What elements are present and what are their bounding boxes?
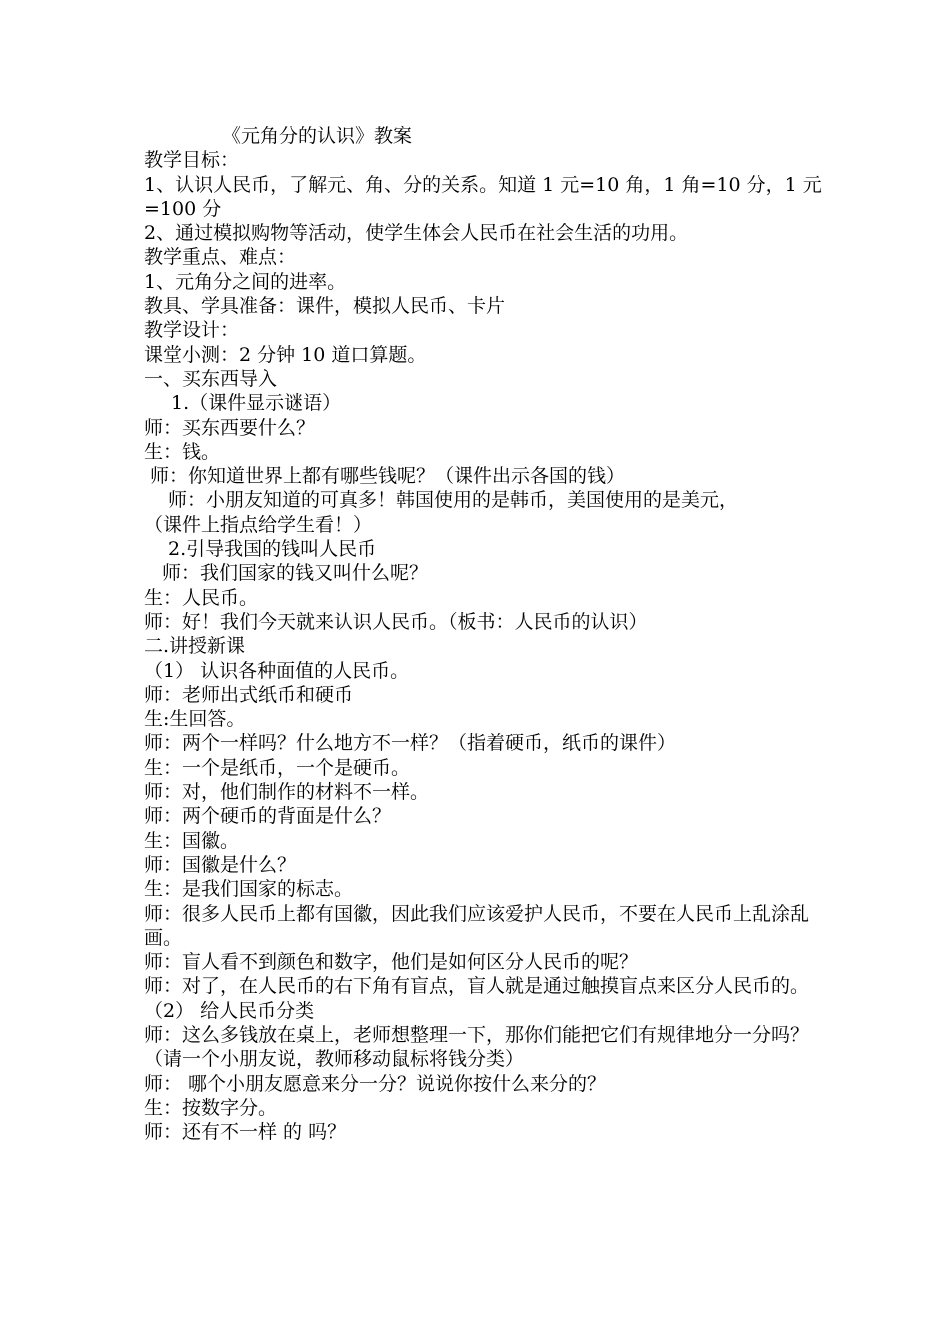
text-line: （请一个小朋友说，教师移动鼠标将钱分类） bbox=[144, 1048, 525, 1071]
text-line: 生:生回答。 bbox=[144, 708, 246, 731]
text-line: 师：还有不一样 的 吗？ bbox=[144, 1121, 347, 1144]
text-line: 教学重点、难点： bbox=[144, 246, 297, 269]
section-heading: 一、买东西导入 bbox=[144, 367, 278, 390]
text-line: （1） 认识各种面值的人民币。 bbox=[144, 659, 410, 682]
text-line: 师：老师出式纸币和硬币 bbox=[144, 683, 354, 706]
text-line: （课件上指点给学生看！） bbox=[144, 513, 373, 536]
text-line: 教学设计： bbox=[144, 319, 240, 342]
text-line: 生：人民币。 bbox=[144, 586, 259, 609]
text-line: 师：盲人看不到颜色和数字，他们是如何区分人民币的呢？ bbox=[144, 951, 639, 974]
text-line: 生：钱。 bbox=[144, 440, 221, 463]
text-line: 师：小朋友知道的可真多！韩国使用的是韩币，美国使用的是美元， bbox=[168, 489, 739, 512]
text-line: 师：这么多钱放在桌上，老师想整理一下，那你们能把它们有规律地分一分吗？ bbox=[144, 1023, 810, 1046]
text-line: 师：你知道世界上都有哪些钱呢？（课件出示各国的钱） bbox=[150, 465, 626, 488]
text-line: 师：国徽是什么？ bbox=[144, 853, 297, 876]
document-title: 《元角分的认识》教案 bbox=[222, 125, 413, 147]
document-body bbox=[144, 124, 824, 1144]
section-heading: 二.讲授新课 bbox=[144, 635, 246, 658]
text-line: 师：好！我们今天就来认识人民币。（板书：人民币的认识） bbox=[144, 610, 648, 633]
text-line: 师：对，他们制作的材料不一样。 bbox=[144, 781, 430, 804]
text-line: 教具、学具准备：课件，模拟人民币、卡片 bbox=[144, 295, 506, 318]
text-line: 师：买东西要什么？ bbox=[144, 416, 316, 439]
text-line: 生：是我们国家的标志。 bbox=[144, 878, 354, 901]
text-line: 2.引导我国的钱叫人民币 bbox=[168, 538, 377, 561]
text-line: 师：对了，在人民币的右下角有盲点，盲人就是通过触摸盲点来区分人民币的。 bbox=[144, 975, 810, 998]
text-line: 教学目标： bbox=[144, 149, 240, 172]
text-line: 1、元角分之间的进率。 bbox=[144, 270, 347, 293]
text-line: 2、通过模拟购物等活动，使学生体会人民币在社会生活的功用。 bbox=[144, 222, 689, 245]
text-line: 生：一个是纸币，一个是硬币。 bbox=[144, 756, 411, 779]
text-line: 1.（课件显示谜语） bbox=[171, 392, 342, 415]
text-line: 师：我们国家的钱又叫什么呢？ bbox=[162, 562, 429, 585]
text-line: 生：国徽。 bbox=[144, 829, 240, 852]
text-line: 1、认识人民币，了解元、角、分的关系。知道 1 元=10 角，1 角=10 分，1 元=100 分 bbox=[144, 173, 822, 220]
text-line: 师：两个硬币的背面是什么？ bbox=[144, 805, 392, 828]
text-line: 师： 哪个小朋友愿意来分一分？说说你按什么来分的？ bbox=[144, 1072, 607, 1095]
text-line: 师：很多人民币上都有国徽，因此我们应该爱护人民币，不要在人民币上乱涂乱画。 bbox=[144, 902, 810, 949]
text-line: 师：两个一样吗？什么地方不一样？（指着硬币，纸币的课件） bbox=[144, 732, 677, 755]
text-line: 生：按数字分。 bbox=[144, 1096, 278, 1119]
text-line: （2） 给人民币分类 bbox=[144, 999, 315, 1022]
text-line: 课堂小测：2 分钟 10 道口算题。 bbox=[144, 343, 427, 366]
